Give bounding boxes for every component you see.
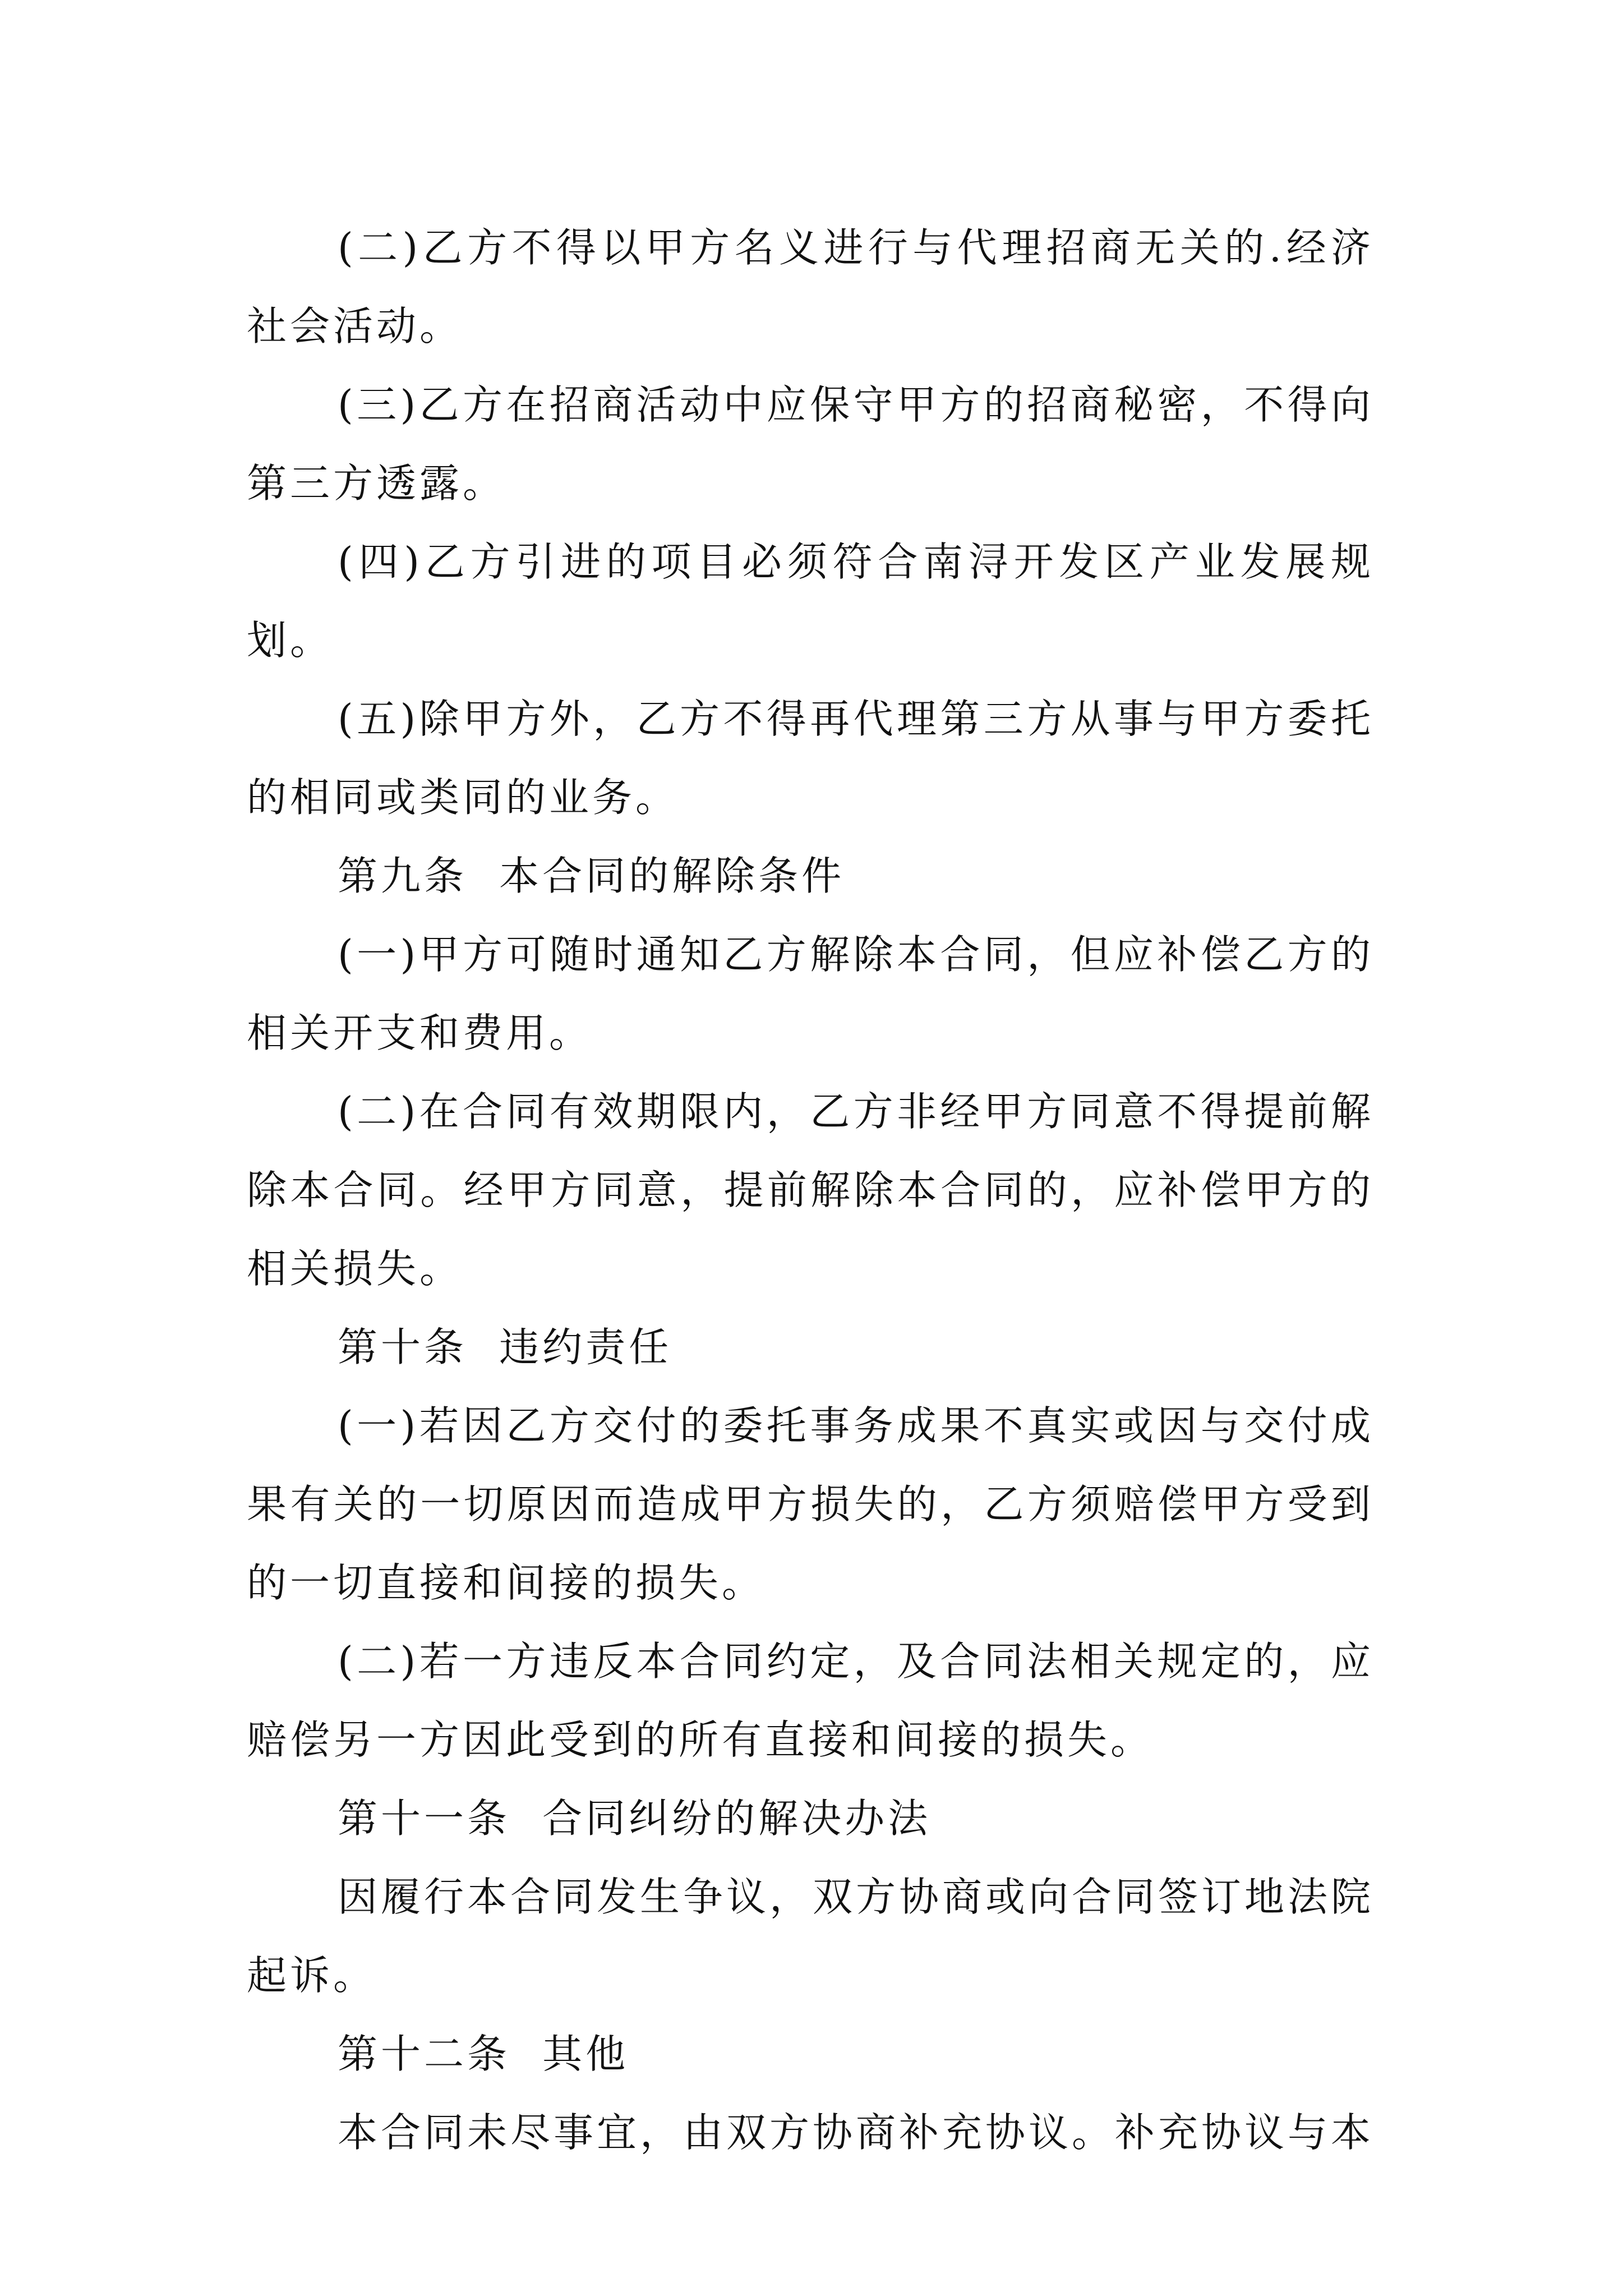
clause-paragraph: (二)在合同有效期限内，乙方非经甲方同意不得提前解除本合同。经甲方同意，提前解除本合同的，应补偿甲方的相关损失。 xyxy=(247,1088,1374,1292)
clause-paragraph: (一)甲方可随时通知乙方解除本合同，但应补偿乙方的相关开支和费用。 xyxy=(247,931,1374,1056)
document-body xyxy=(247,209,1374,2172)
clause-paragraph: 因履行本合同发生争议，双方协商或向合同签订地法院起诉。 xyxy=(247,1874,1375,1999)
clause-paragraph: (五)除甲方外，乙方不得再代理第三方从事与甲方委托的相同或类同的业务。 xyxy=(247,696,1374,821)
clause-paragraph: 本合同未尽事宜，由双方协商补充协议。补充协议与本 xyxy=(338,2109,1375,2156)
article-heading: 第九条 本合同的解除条件 xyxy=(338,853,845,899)
clause-paragraph: (一)若因乙方交付的委托事务成果不真实或因与交付成果有关的一切原因而造成甲方损失的，乙方须赔偿甲方受到的一切直接和间接的损失。 xyxy=(247,1402,1374,1606)
article-heading: 第十二条 其他 xyxy=(338,2031,629,2077)
article-heading: 第十一条 合同纠纷的解决办法 xyxy=(338,1795,932,1842)
clause-paragraph: (二)乙方不得以甲方名义进行与代理招商无关的.经济社会活动。 xyxy=(247,224,1374,349)
article-heading: 第十条 违约责任 xyxy=(338,1324,672,1370)
clause-paragraph: (三)乙方在招商活动中应保守甲方的招商秘密，不得向第三方透露。 xyxy=(247,381,1374,507)
clause-paragraph: (二)若一方违反本合同约定，及合同法相关规定的，应赔偿另一方因此受到的所有直接和间接的损失。 xyxy=(247,1638,1374,1763)
clause-paragraph: (四)乙方引进的项目必须符合南浔开发区产业发展规划。 xyxy=(247,539,1374,664)
